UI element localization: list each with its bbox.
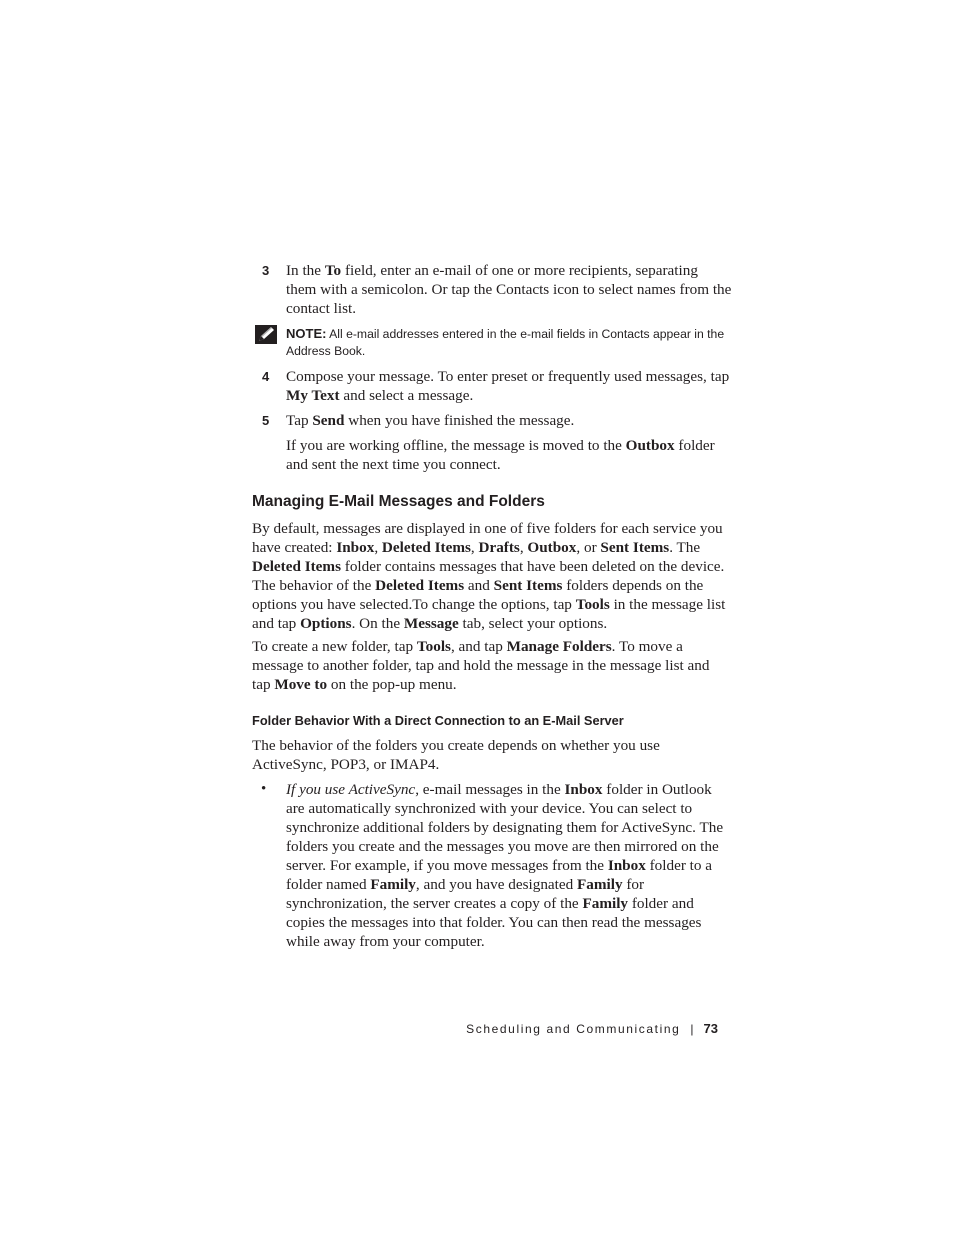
offline-paragraph: If you are working offline, the message is moved to the Outbox folder and sent the next time you connect. <box>286 437 715 473</box>
step-4 <box>252 367 732 405</box>
page-footer <box>466 1020 718 1038</box>
field-name-to: To <box>324 262 342 279</box>
note-box <box>255 325 732 360</box>
subsection-heading: Folder Behavior With a Direct Connection to an E-Mail Server <box>252 713 624 728</box>
step-text: In the To field, enter an e-mail of one or more recipients, separating them with a semicolon. Or tap the Contacts icon to select names from the contact list. <box>286 262 732 317</box>
page-number: 73 <box>703 1021 718 1036</box>
step-number: 5 <box>262 413 270 428</box>
activesync-bullet-text: If you use ActiveSync, e-mail messages in the Inbox folder in Outlook are automatically synchronized with your device. You can select to synchronize additional folders by designating them for ActiveSync. The folders you create and the messages you move are then mirrored on the server. For example, if you move messages from the Inbox folder to a folder named Family, and you have designated Family for synchronization, the server creates a copy of the Family folder and copies the messages into that folder. You can then read the messages while away from your computer. <box>286 781 724 950</box>
note-label: NOTE: <box>286 326 327 341</box>
pencil-note-icon <box>255 325 277 344</box>
note-text: NOTE: All e-mail addresses entered in the e-mail fields in Contacts appear in the Address Book. <box>286 326 725 358</box>
footer-separator: | <box>690 1022 694 1036</box>
folders-paragraph: By default, messages are displayed in one of five folders for each service you have created: Inbox, Deleted Items, Drafts, Outbox, or Sent Items. The Deleted Items folder contains messages that have been deleted on the device. The behavior of the Deleted Items and Sent Items folders depends on the options you have selected.To change the options, tap Tools in the message list and tap Options. On the Message tab, select your options. <box>252 520 726 632</box>
section-heading: Managing E-Mail Messages and Folders <box>252 493 545 510</box>
step-text: Tap Send when you have finished the message. <box>286 412 575 429</box>
step-text: Compose your message. To enter preset or frequently used messages, tap My Text and select a message. <box>286 368 730 404</box>
step-number: 4 <box>262 369 270 384</box>
step-3 <box>252 261 732 318</box>
new-folder-paragraph: To create a new folder, tap Tools, and tap Manage Folders. To move a message to another folder, tap and hold the message in the message list and tap Move to on the pop-up menu. <box>252 638 710 693</box>
footer-section-title: Scheduling and Communicating <box>466 1022 681 1036</box>
step-number: 3 <box>262 263 270 278</box>
step-5 <box>252 411 732 430</box>
bullet-marker: • <box>261 781 267 797</box>
behavior-paragraph: The behavior of the folders you create depends on whether you use ActiveSync, POP3, or IMAP4. <box>252 737 660 773</box>
